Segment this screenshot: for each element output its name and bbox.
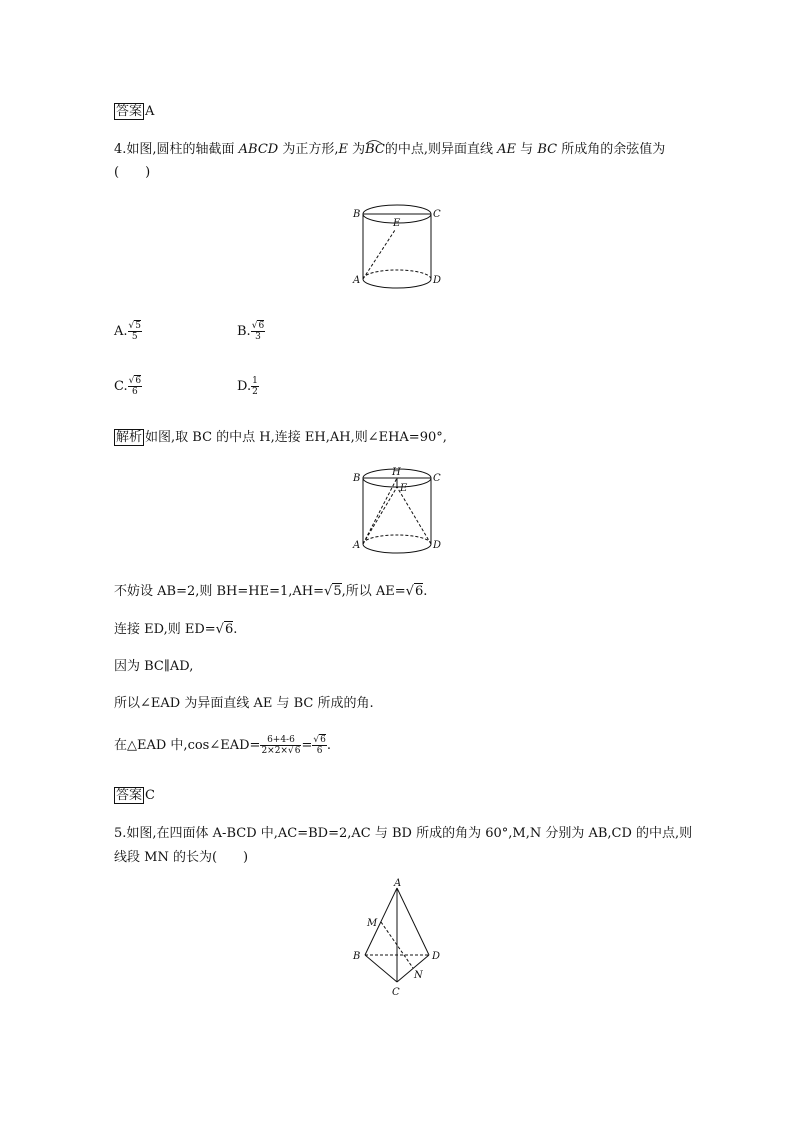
option-letter: B. [237,324,251,339]
q4-text: 为 [348,142,366,157]
label-n: N [414,970,423,981]
option-fraction: $\frac{√6}{6}$ [128,376,142,397]
q4-paren: ( ) [114,165,151,180]
solution-text: 如图,取 BC 的中点 H,连接 EH,AH,则∠EHA=90°, [145,430,447,445]
fraction-den: 2×2× [261,746,288,756]
q4-var: BC [365,142,385,157]
fraction-den: 6 [316,746,323,756]
label-a: A [394,878,402,889]
label-c: C [433,473,441,484]
arc-mark-icon [365,139,383,144]
q4-var: AE [497,142,517,157]
label-d: D [433,540,442,551]
bottom-back-arc [363,535,431,544]
label-b: B [353,209,361,220]
sqrt-value: 6 [320,735,326,745]
solution-text: 连接 ED,则 ED= [114,622,216,637]
result-fraction: $\frac{√6}{6}$ [313,735,326,756]
option-a[interactable] [114,321,142,342]
q5-tetrahedron-figure [350,880,450,1000]
q5-line-2: 线段 MN 的长为( ) [114,850,249,865]
sqrt-value: 6 [224,622,234,637]
label-a: A [353,275,361,286]
solution-line-1 [114,426,447,445]
solution-text: 不妨设 AB=2,则 BH=HE=1,AH= [114,584,325,599]
option-den: 6 [132,387,138,397]
solution-line-3: 连接 ED,则 ED=√6. [114,622,238,637]
answer-tag: 答案 [116,104,143,119]
edge-cd [397,955,429,982]
label-c: C [392,987,400,998]
solution-text: . [233,622,238,637]
solution-cylinder-figure [350,465,450,557]
solution-line-4: 因为 BC∥AD, [114,659,194,674]
option-b[interactable] [237,321,265,342]
option-letter: A. [114,324,128,339]
segment-ah [363,478,397,544]
option-c[interactable] [114,376,142,397]
fraction-num: 6+4-6 [260,735,301,746]
bottom-back-arc [363,270,431,279]
option-den: 3 [255,332,261,342]
q4-var: ABCD [238,142,279,157]
answer-value: A [145,104,155,119]
solution-text: . [326,738,331,753]
bottom-front-arc [363,544,431,553]
q4-text: 为正方形, [278,142,339,157]
edge-bc [365,955,397,982]
option-d[interactable] [237,376,259,397]
q4-cylinder-figure [350,205,450,305]
cos-fraction: $\frac{6+4-6}{2\times 2\times√6}$ [261,735,301,756]
option-num: 5 [135,321,142,331]
q3-answer-line [114,100,154,119]
label-d: D [433,275,442,286]
solution-text: = [301,738,313,753]
solution-text: . [423,584,428,599]
option-fraction [251,376,259,397]
bottom-front-arc [363,279,431,288]
option-fraction: $\frac{√5}{5}$ [128,321,142,342]
label-e: E [393,218,401,229]
sqrt-value: 6 [414,584,424,599]
edge-ad [397,888,429,955]
solution-tag: 解析 [116,430,143,445]
q4-stem [114,138,665,157]
option-num: 6 [258,321,265,331]
label-b: B [353,473,361,484]
label-a: A [353,540,361,551]
solution-line-2: 不妨设 AB=2,则 BH=HE=1,AH=√5,所以 AE=√6. [114,584,428,599]
q4-answer-line [114,784,155,803]
answer-value: C [145,788,155,803]
q4-var: BC [537,142,558,157]
q4-text: 与 [516,142,538,157]
label-e: E [400,483,408,494]
label-h: H [392,467,401,478]
option-den: 2 [252,387,258,397]
label-c: C [433,209,441,220]
solution-line-6 [114,734,331,756]
label-d: D [432,951,441,962]
label-b: B [353,951,361,962]
q4-text: 所成角的余弦值为 [557,142,666,157]
segment-ae [363,230,395,279]
option-letter: C. [114,379,128,394]
q4-text: 4.如图,圆柱的轴截面 [114,142,239,157]
option-letter: D. [237,379,252,394]
answer-tag: 答案 [116,788,143,803]
option-fraction: $\frac{√6}{3}$ [251,321,265,342]
q5-line-1: 5.如图,在四面体 A-BCD 中,AC=BD=2,AC 与 BD 所成的角为 60°,M,N 分别为 AB,CD 的中点,则 [114,826,693,841]
option-num: 1 [252,376,258,386]
solution-text: 在△EAD 中,cos∠EAD= [114,738,261,753]
q4-var: E [338,142,348,157]
solution-line-5: 所以∠EAD 为异面直线 AE 与 BC 所成的角. [114,696,374,711]
sqrt-value: 5 [333,584,342,599]
sqrt-value: 6 [294,746,301,756]
q4-arc-bc [365,142,385,157]
label-m: M [367,918,378,929]
solution-text: ,所以 AE= [341,584,406,599]
option-den: 5 [131,332,138,342]
q4-text: 的中点,则异面直线 [384,142,498,157]
option-num: 6 [135,376,142,386]
